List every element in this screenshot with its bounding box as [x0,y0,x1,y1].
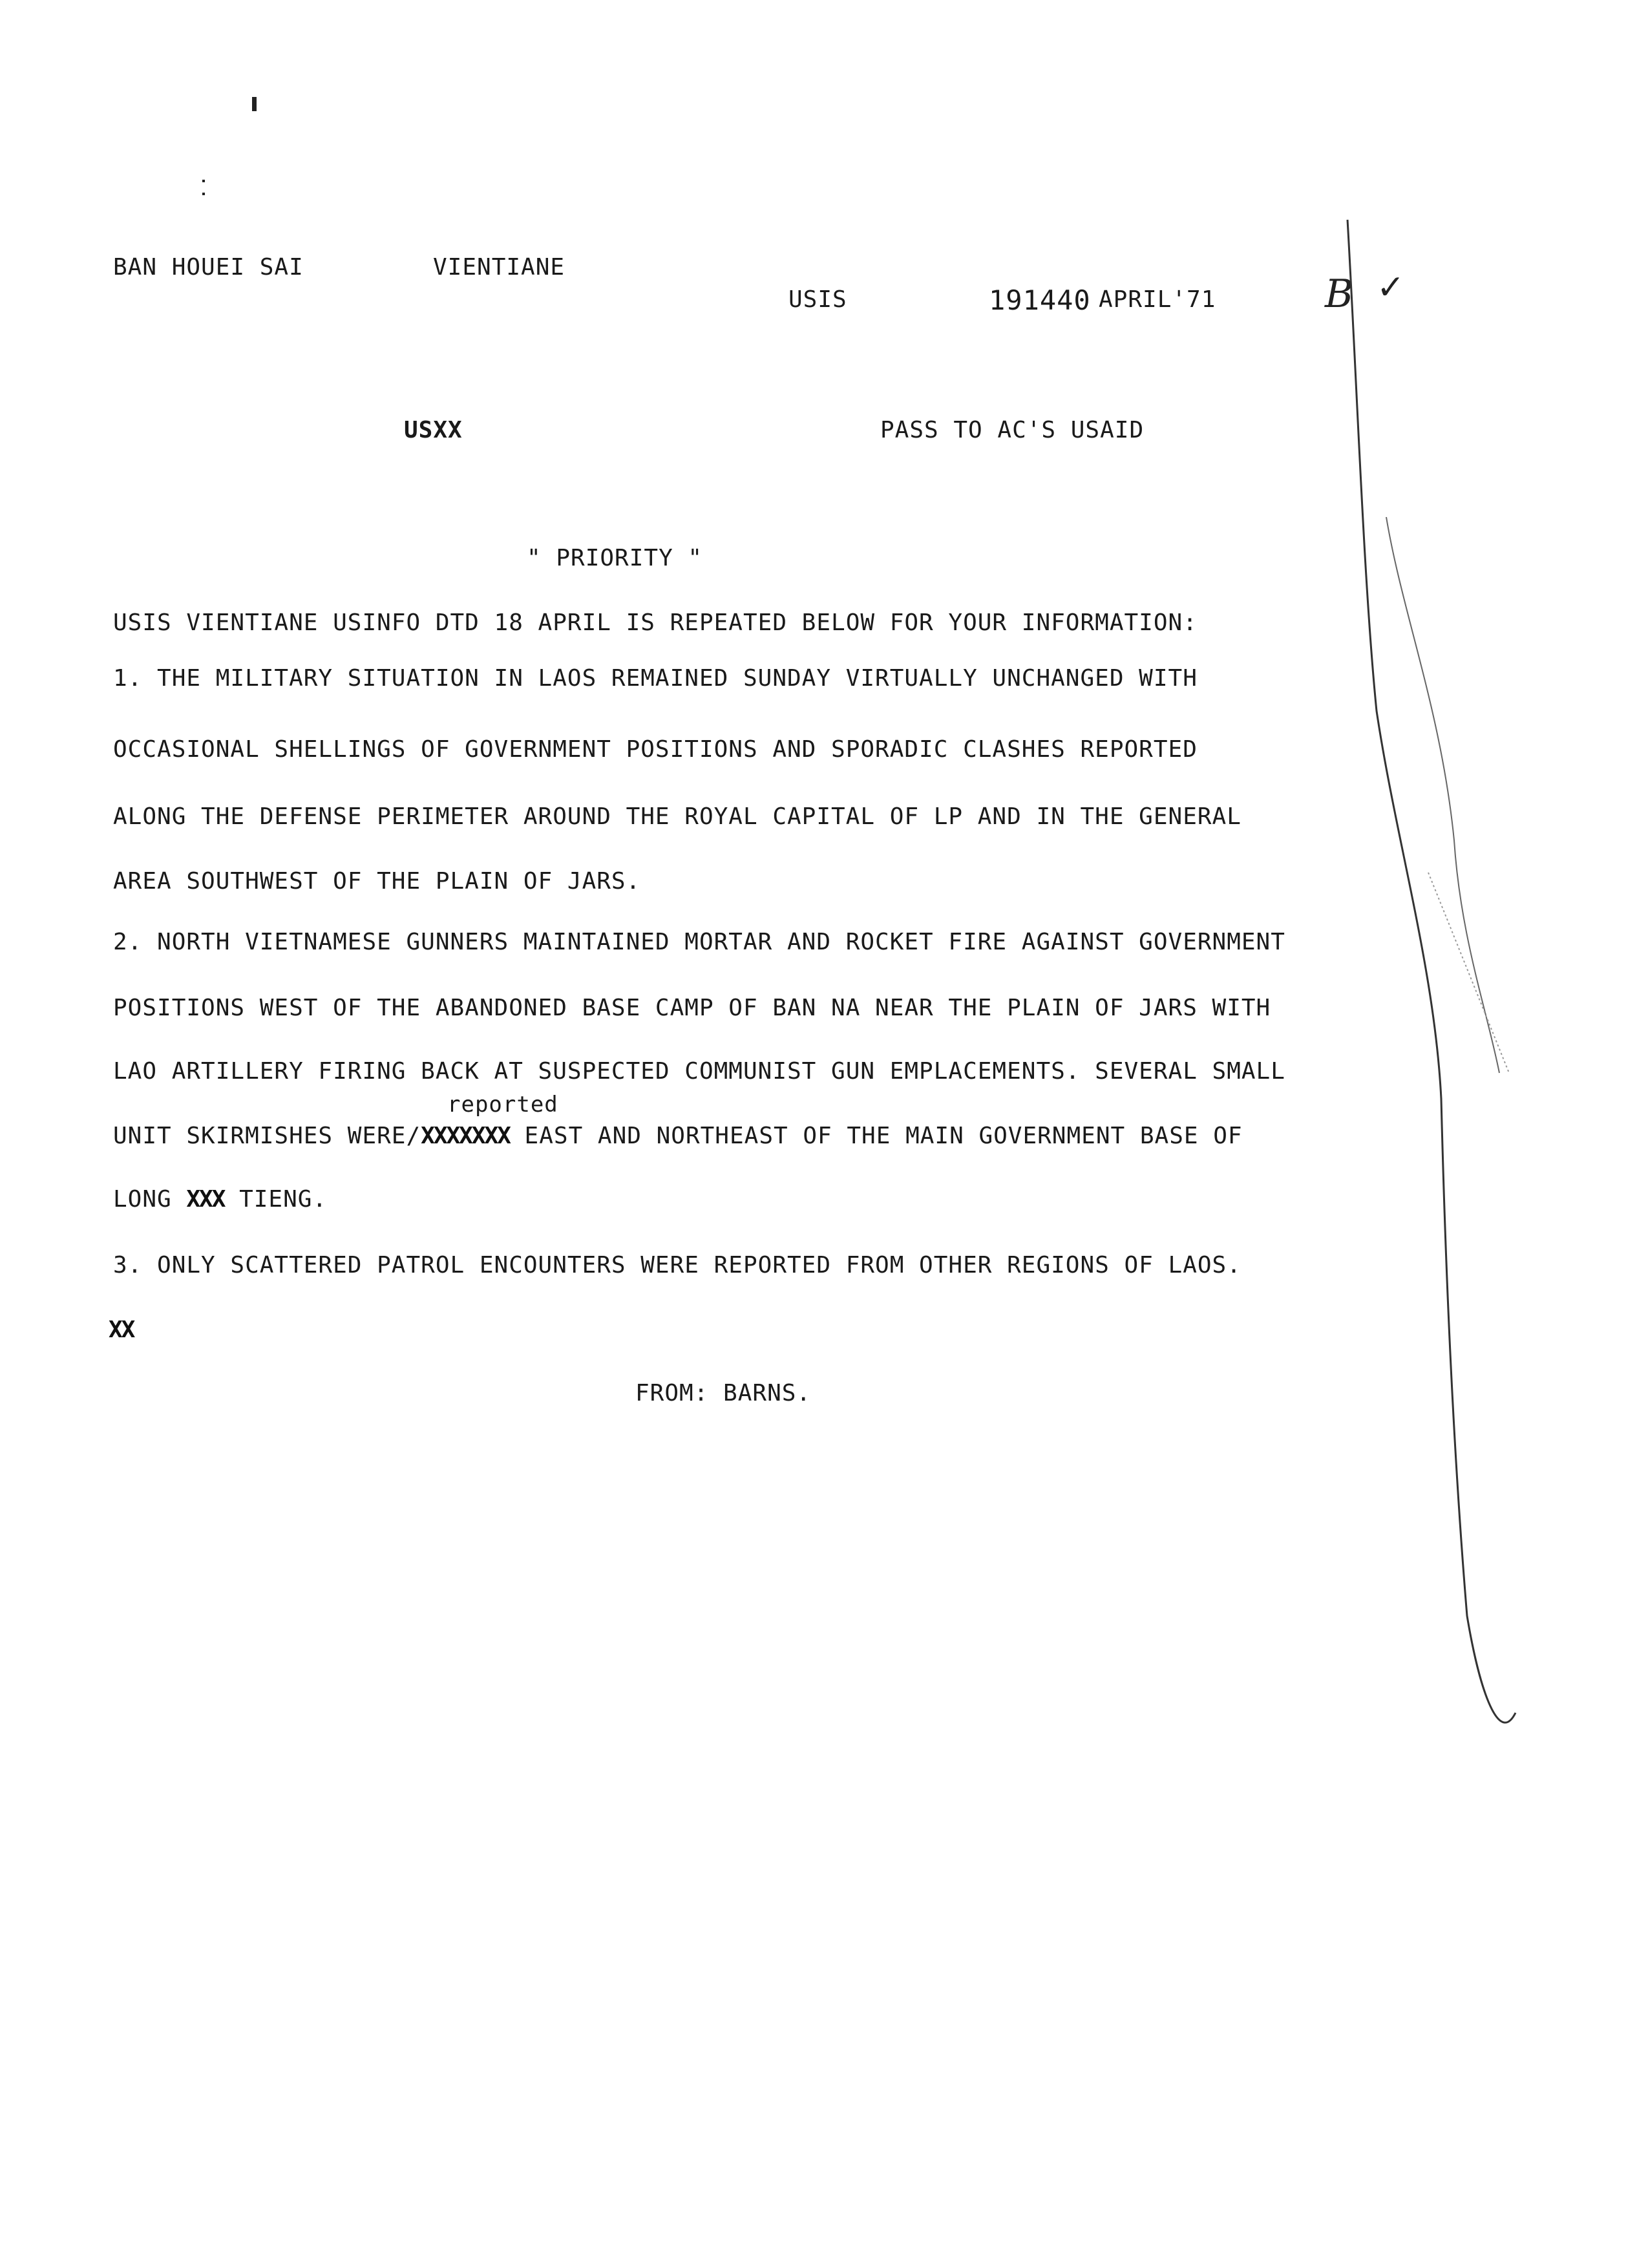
para2-line3: LAO ARTILLERY FIRING BACK AT SUSPECTED COMMUNIST GUN EMPLACEMENTS. SEVERAL SMALL [113,1058,1285,1085]
intro-line: USIS VIENTIANE USINFO DTD 18 APRIL IS REPEATED BELOW FOR YOUR INFORMATION: [113,609,1198,636]
para1-line3: ALONG THE DEFENSE PERIMETER AROUND THE ROYAL CAPITAL OF LP AND IN THE GENERAL [113,803,1241,830]
handwritten-check: ✓ [1377,268,1405,307]
from-station: BAN HOUEI SAI [113,254,304,281]
struck-text: XXX [186,1186,225,1213]
struck-text: XXXXXXX [421,1123,510,1149]
para1-line4: AREA SOUTHWEST OF THE PLAIN OF JARS. [113,868,641,895]
inserted-word: reported [447,1092,558,1118]
routing-right: PASS TO AC'S USAID [880,417,1145,443]
para2-line2: POSITIONS WEST OF THE ABANDONED BASE CAMP OF BAN NA NEAR THE PLAIN OF JARS WITH [113,995,1271,1021]
para2-line4-end: EAST AND NORTHEAST OF THE MAIN GOVERNMENT BASE OF [509,1123,1243,1149]
para3-line1: 3. ONLY SCATTERED PATROL ENCOUNTERS WERE REPORTED FROM OTHER REGIONS OF LAOS. [113,1252,1241,1278]
para2-line5-start: LONG [113,1186,187,1213]
dtg-number: 191440 [989,284,1091,316]
para2-line1: 2. NORTH VIETNAMESE GUNNERS MAINTAINED MORTAR AND ROCKET FIRE AGAINST GOVERNMENT [113,929,1285,955]
signature: FROM: BARNS. [635,1380,812,1406]
office: USIS [788,286,847,313]
para2-line5-end: TIENG. [224,1186,328,1213]
para1-line2: OCCASIONAL SHELLINGS OF GOVERNMENT POSITIONS AND SPORADIC CLASHES REPORTED [113,736,1198,763]
to-station: VIENTIANE [433,254,565,281]
para2-line4-start: UNIT SKIRMISHES WERE/ [113,1123,421,1149]
para1-line1: 1. THE MILITARY SITUATION IN LAOS REMAINED SUNDAY VIRTUALLY UNCHANGED WITH [113,665,1198,692]
precedence: " PRIORITY " [527,545,703,571]
struck-end-mark: XX [109,1317,134,1343]
dtg-date: APRIL'71 [1099,286,1216,313]
handwritten-initials: B [1325,271,1354,317]
routing-left: USXX [404,417,463,443]
